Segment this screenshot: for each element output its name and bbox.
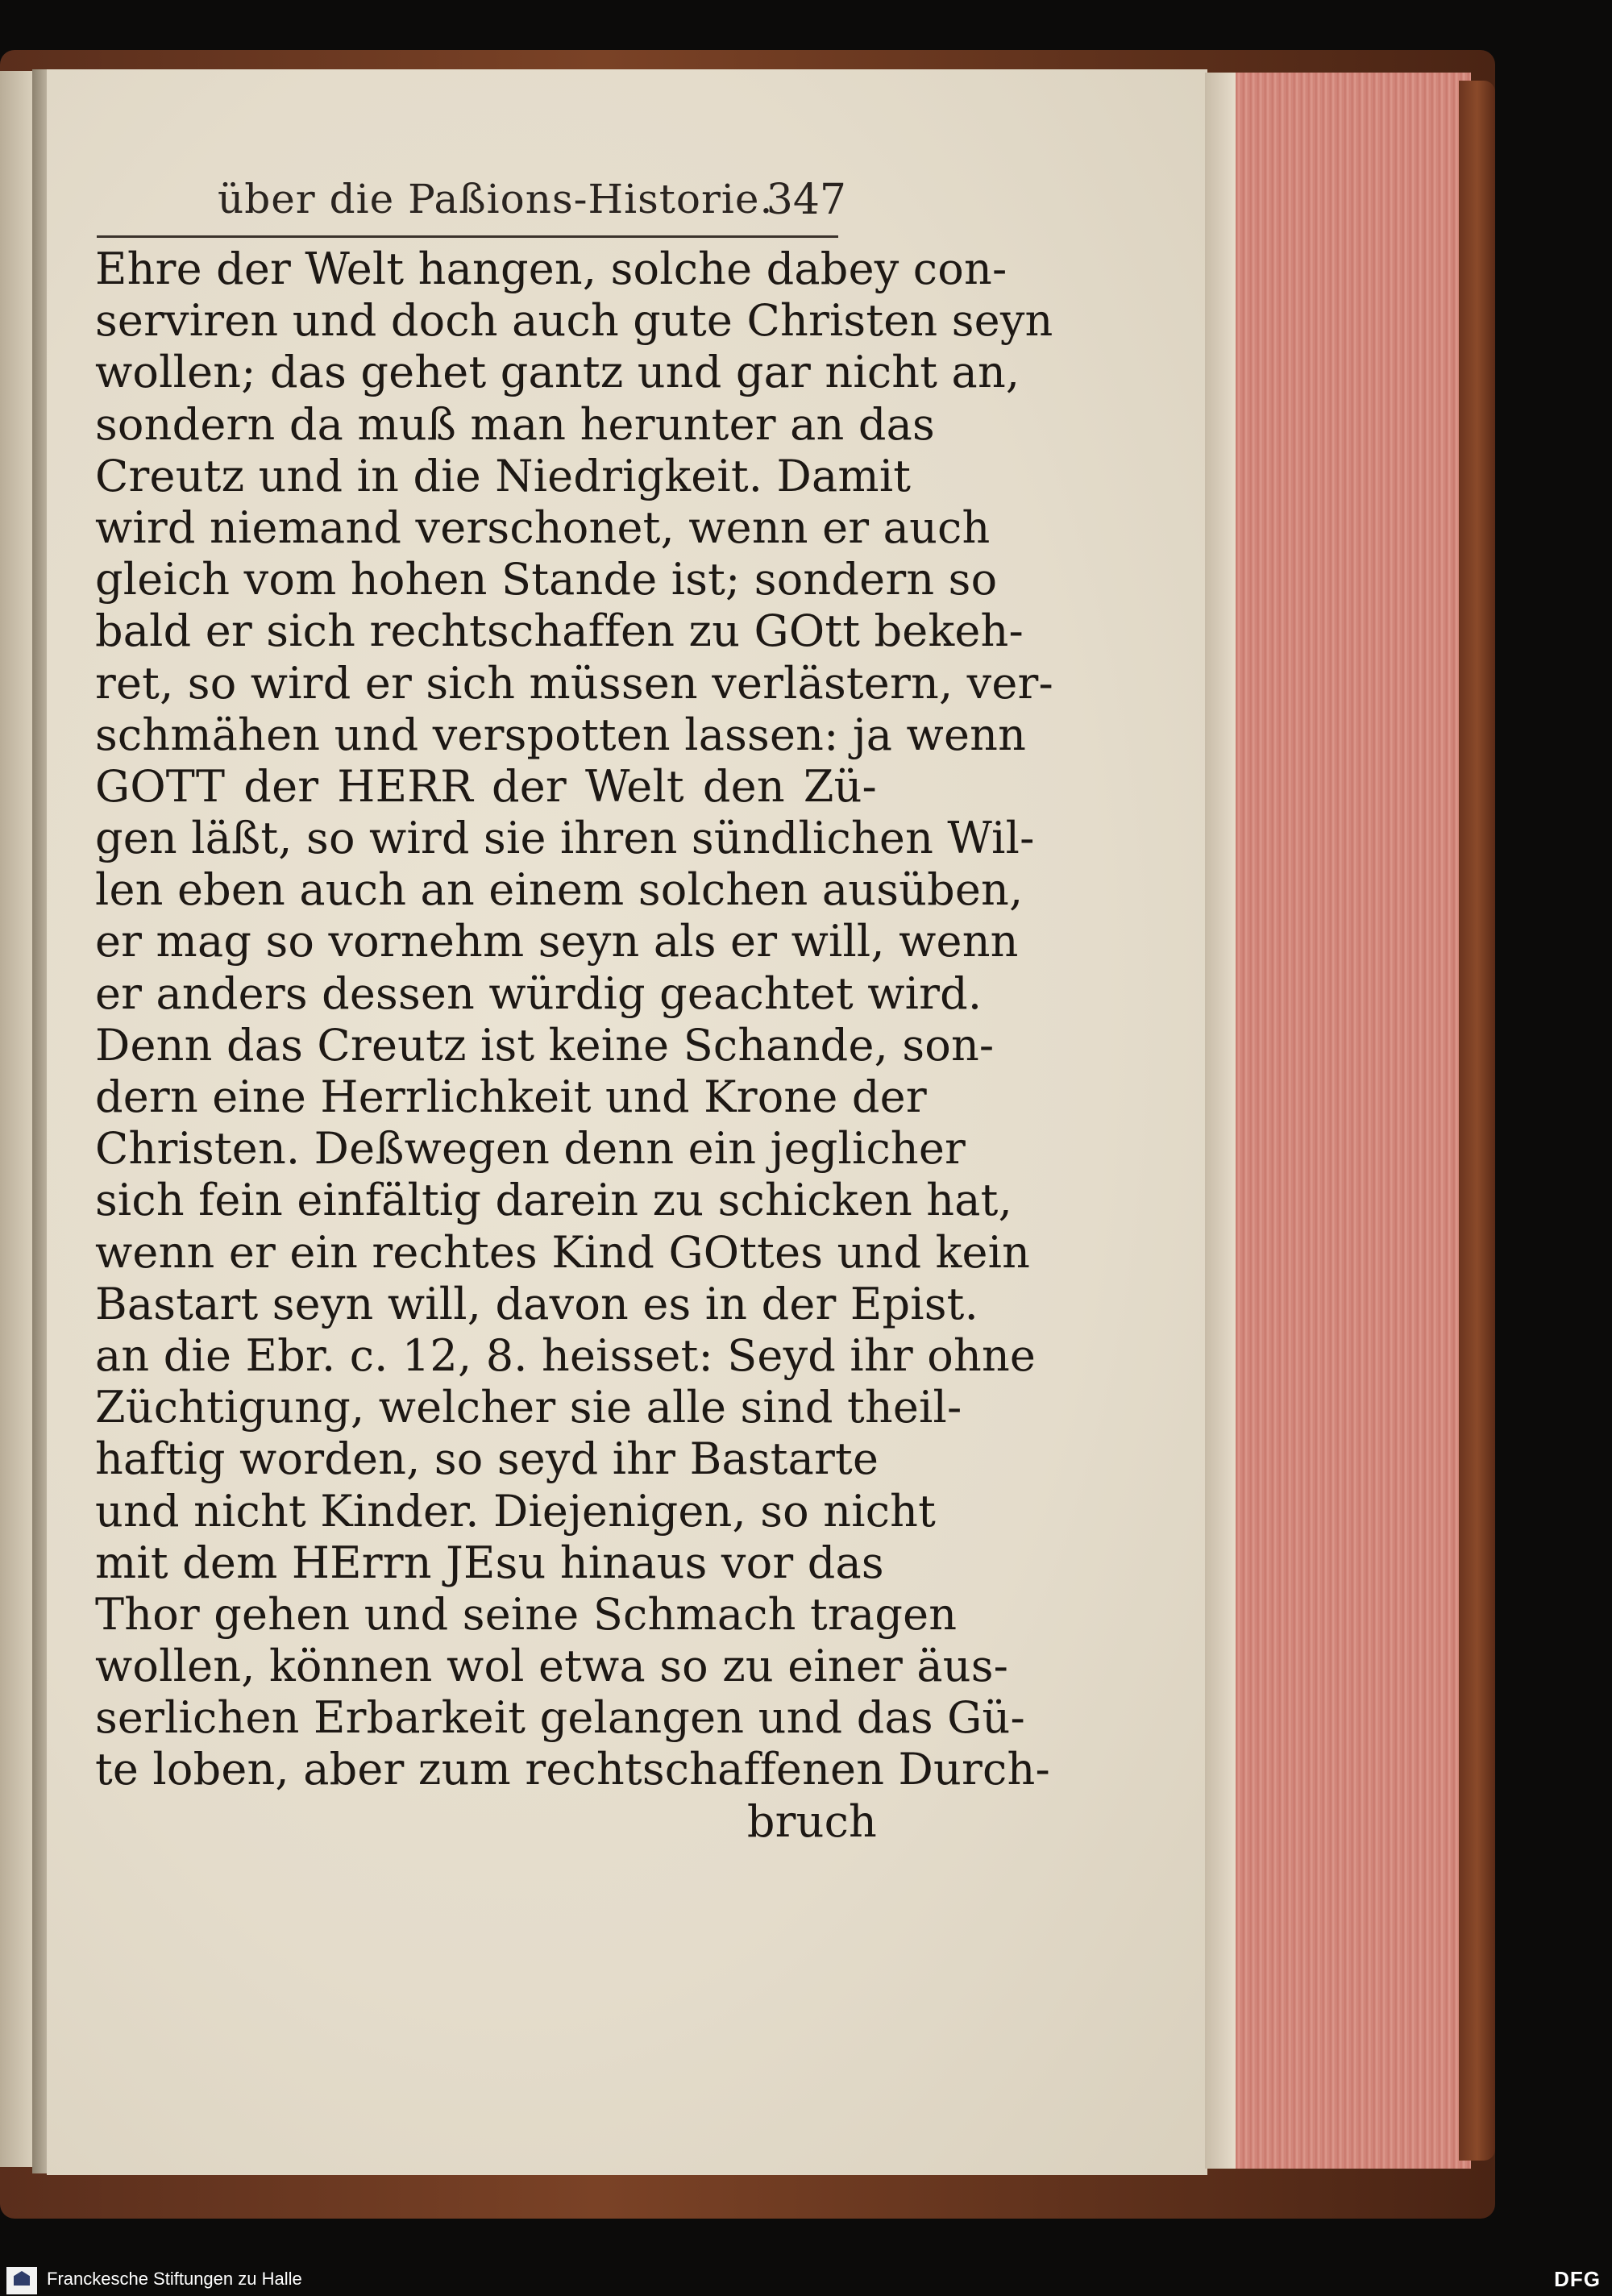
text-line: GOTT der HERR der Welt den Zü- — [95, 760, 877, 812]
text-line: serviren und doch auch gute Christen seyn — [95, 295, 1053, 347]
text-line: te loben, aber zum rechtschaffenen Durch- — [95, 1744, 1050, 1795]
text-line: Züchtigung, welcher sie alle sind theil- — [95, 1382, 962, 1433]
text-line: an die Ebr. c. 12, 8. heisset: Seyd ihr ohne — [95, 1329, 1037, 1381]
institution-name: Franckesche Stiftungen zu Halle — [47, 2269, 302, 2289]
text-line: mit dem HErrn JEsu hinaus vor das — [95, 1537, 884, 1588]
text-line: sondern da muß man herunter an das — [95, 398, 935, 450]
catchword: bruch — [746, 1795, 877, 1847]
text-line: wenn er ein rechtes Kind GOttes und kein — [95, 1226, 1031, 1278]
page-number: 347 — [766, 176, 846, 224]
page-header — [169, 176, 846, 232]
text-line: gen läßt, so wird sie ihren sündlichen Wil- — [95, 813, 1035, 864]
text-line: er mag so vornehm seyn als er will, wenn — [95, 916, 1019, 967]
header-rule — [97, 235, 838, 238]
text-line: wird niemand verschonet, wenn er auch — [95, 501, 991, 553]
text-line: schmähen und verspotten lassen: ja wenn — [95, 709, 1027, 760]
text-line: Ehre der Welt hangen, solche dabey con- — [95, 243, 1008, 294]
text-line: wollen; das gehet gantz und gar nicht an, — [95, 347, 1020, 398]
running-head: über die Paßions-Historie. — [218, 176, 774, 223]
text-line: Denn das Creutz ist keine Schande, son- — [95, 1019, 995, 1071]
text-line: serlichen Erbarkeit gelangen und das Gü- — [95, 1692, 1025, 1744]
text-line: Bastart seyn will, davon es in der Epist. — [95, 1278, 978, 1329]
text-line: len eben auch an einem solchen ausüben, — [95, 864, 1024, 916]
text-line: dern eine Herrlichkeit und Krone der — [95, 1071, 927, 1122]
text-line: Creutz und in die Niedrigkeit. Damit — [95, 450, 912, 501]
text-line: und nicht Kinder. Diejenigen, so nicht — [95, 1485, 937, 1537]
text-line: Christen. Deßwegen denn ein jeglicher — [95, 1123, 966, 1175]
text-line: sich fein einfältig darein zu schicken hat, — [95, 1175, 1012, 1226]
institution-logo — [6, 2267, 37, 2294]
text-line: er anders dessen würdig geachtet wird. — [95, 967, 983, 1019]
text-line: Thor gehen und seine Schmach tragen — [95, 1588, 958, 1640]
page-shadow — [1205, 73, 1236, 2169]
page-block-edge — [1205, 73, 1471, 2169]
text-line: wollen, können wol etwa so zu einer äus- — [95, 1641, 1009, 1692]
text-line: gleich vom hohen Stande ist; sondern so — [95, 554, 998, 605]
cover-right-edge — [1459, 81, 1495, 2161]
text-line: ret, so wird er sich müssen verlästern, ver- — [95, 657, 1053, 709]
text-line: haftig worden, so seyd ihr Bastarte — [95, 1433, 879, 1485]
text-line: bald er sich rechtschaffen zu GOtt bekeh- — [95, 605, 1024, 657]
dfg-logo: DFG — [1554, 2267, 1601, 2291]
body-text — [95, 243, 1053, 1848]
